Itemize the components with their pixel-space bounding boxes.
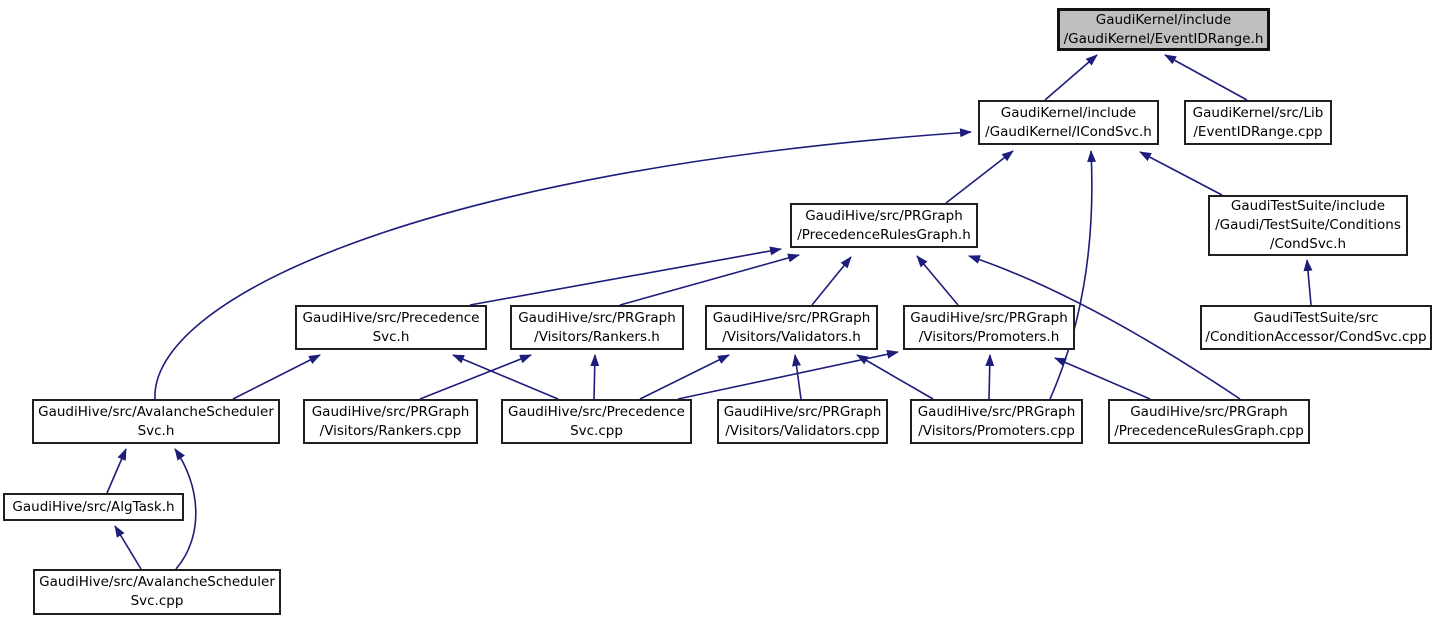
node-label-line: GaudiHive/src/PRGraph [311,403,470,420]
edge-testsuite_condsvc_h-to-icondsvc_h [1140,152,1222,195]
node-label-line: /PrecedenceRulesGraph.cpp [1114,422,1304,439]
node-label-line: /Visitors/Rankers.h [534,328,660,345]
node-label-line: GaudiHive/src/PRGraph [712,309,871,326]
node-precedencesvc-cpp[interactable] [501,399,692,444]
node-label-line: Svc.cpp [570,422,623,439]
edge-precedencesvc_cpp-to-promoters_h [678,352,898,399]
node-label-line: /ConditionAccessor/CondSvc.cpp [1205,328,1427,345]
node-label-line: GaudiKernel/include [1095,11,1232,28]
node-label-line: /CondSvc.h [1269,236,1347,252]
node-label-line: /Visitors/Validators.h [722,328,861,345]
edge-precedencesvc_h-to-precedencerulesgraph_h [470,249,781,305]
node-avalancheschedulersvc-h[interactable] [32,399,280,444]
edge-precedencerulesgraph_h-to-icondsvc_h [946,151,1013,203]
edge-precedencerulesgraph_cpp-to-promoters_h [1055,358,1150,399]
node-label-line: GaudiHive/src/PRGraph [917,403,1076,420]
node-promoters-cpp[interactable] [910,399,1083,444]
node-label-line: GaudiHive/src/PRGraph [1130,403,1288,420]
edge-precedencesvc_cpp-to-rankers_h [594,355,595,399]
node-label-line: GaudiHive/src/PRGraph [910,309,1068,326]
edge-avalanchescheduler_h-to-icondsvc_h [155,132,971,399]
node-label-line: Svc.cpp [130,593,184,609]
node-label-line: /Visitors/Rankers.cpp [319,422,462,439]
node-eventidrange-h [1057,8,1270,51]
node-eventidrange-cpp[interactable] [1184,100,1332,145]
edge-avalanchescheduler_h-to-precedencesvc_h [233,355,320,399]
edge-rankers_cpp-to-rankers_h [420,355,531,399]
node-promoters-h[interactable] [903,305,1075,350]
node-rankers-cpp[interactable] [303,399,478,444]
node-label-line: GaudiHive/src/PRGraph [518,309,676,326]
node-label-line: GaudiHive/src/PRGraph [805,207,963,224]
node-label-line: GaudiHive/src/AlgTask.h [12,498,175,515]
node-label-line: /Visitors/Promoters.h [918,328,1060,345]
edge-algtask_h-to-avalanchescheduler_h [107,449,126,493]
node-icondsvc-h[interactable] [978,100,1159,145]
edge-validators_h-to-precedencerulesgraph_h [812,257,851,305]
node-testsuite-condsvc-cpp[interactable] [1200,305,1432,350]
edge-eventidrange_cpp-to-eventidrange_h [1165,55,1247,100]
node-label-line: /PrecedenceRulesGraph.h [797,226,971,243]
edge-icondsvc_h-to-eventidrange_h [1045,55,1097,100]
node-validators-h[interactable] [705,305,878,350]
node-precedencesvc-h[interactable] [295,305,487,350]
edge-promoters_cpp-to-icondsvc_h [1050,151,1092,399]
node-label-line: /GaudiKernel/ICondSvc.h [985,123,1152,140]
node-algtask-h[interactable] [3,493,184,521]
edge-avalanchescheduler_cpp-to-algtask_h [115,526,141,569]
node-label-line: /Gaudi/TestSuite/Conditions [1215,217,1401,233]
edge-promoters_h-to-precedencerulesgraph_h [917,256,958,305]
edge-precedencesvc_cpp-to-precedencesvc_h [453,355,558,399]
node-label-line: GaudiHive/src/Precedence [302,309,480,326]
node-label-line: /Visitors/Promoters.cpp [918,422,1075,439]
node-avalancheschedulersvc-cpp[interactable] [33,569,281,615]
node-validators-cpp[interactable] [717,399,888,444]
edge-testsuite_condsvc_cpp-to-testsuite_condsvc_h [1307,260,1311,305]
node-precedencerulesgraph-h[interactable] [790,203,978,248]
edge-promoters_cpp-to-validators_h [857,355,933,399]
node-label-line: GaudiHive/src/Precedence [508,403,685,420]
node-label-line: /EventIDRange.cpp [1193,123,1323,140]
node-label-line: Svc.h [372,328,410,345]
node-label-line: GaudiHive/src/PRGraph [723,403,882,420]
edge-validators_cpp-to-validators_h [795,355,801,399]
edge-promoters_cpp-to-promoters_h [989,355,990,399]
node-label-line: /GaudiKernel/EventIDRange.h [1063,30,1264,47]
node-testsuite-condsvc-h[interactable] [1208,195,1408,256]
node-label-line: GaudiKernel/include [1000,104,1137,121]
edge-precedencesvc_cpp-to-validators_h [640,355,729,399]
node-label-line: GaudiKernel/src/Lib [1192,104,1324,121]
node-label-line: GaudiTestSuite/include [1230,198,1386,214]
node-rankers-h[interactable] [510,305,684,350]
node-label-line: GaudiHive/src/AvalancheScheduler [39,574,275,590]
node-label-line: GaudiHive/src/AvalancheScheduler [38,403,274,420]
node-label-line: /Visitors/Validators.cpp [725,422,880,439]
node-label-line: Svc.h [137,422,175,439]
node-label-line: GaudiTestSuite/src [1253,309,1379,326]
node-precedencerulesgraph-cpp[interactable] [1108,399,1310,444]
